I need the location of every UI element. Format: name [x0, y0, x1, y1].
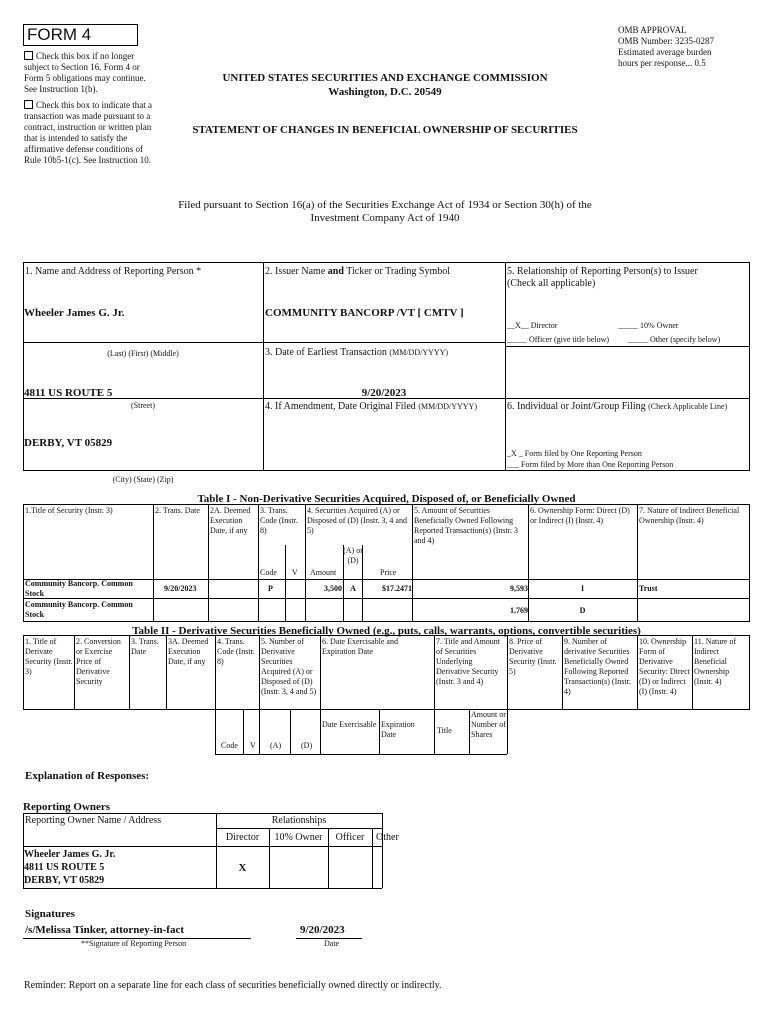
issuer-label-b: Ticker or Trading Symbol	[346, 266, 451, 277]
owners-col-other: Other	[376, 832, 399, 843]
t1-sub-amount: Amount	[310, 568, 337, 577]
t1-sub-code: Code	[260, 568, 277, 577]
street-caption: (Street)	[131, 401, 155, 410]
owner-street: 4811 US ROUTE 5	[24, 862, 105, 873]
other-option-label: Other (specify below)	[650, 335, 721, 344]
earliest-date-label	[265, 347, 503, 359]
amendment-label-text: 4. If Amendment, Date Original Filed	[265, 401, 416, 412]
t1-h-ownership-form: 6. Ownership Form: Direct (D) or Indirect (I) (Instr. 4)	[530, 506, 630, 525]
t1-h-date: 2. Trans. Date	[155, 506, 200, 515]
t2-sub-date-exercisable: Date Exercisable	[322, 720, 377, 729]
t1-r1-price: $17.2471	[382, 584, 412, 593]
statement-title: STATEMENT OF CHANGES IN BENEFICIAL OWNERSHIP OF SECURITIES	[192, 124, 578, 136]
table2-title: Table II - Derivative Securities Beneficially Owned (e.g., puts, calls, warrants, options, convertible securities)	[132, 625, 641, 637]
relationship-label-sub: (Check all applicable)	[507, 278, 596, 289]
t1-r1-a-or-d: A	[350, 584, 356, 593]
t1-h-code: 3. Trans. Code (Instr. 8)	[260, 506, 298, 535]
signature-caption: **Signature of Reporting Person	[81, 939, 187, 948]
t2-h-nature: 11. Nature of Indirect Beneficial Ownership (Instr. 4)	[694, 637, 737, 686]
reminder-text: Reminder: Report on a separate line for each class of securities beneficially owned directly or indirectly.	[24, 980, 442, 991]
owner-name: Wheeler James G. Jr.	[24, 849, 116, 860]
t1-r2-form: D	[579, 606, 586, 615]
t1-h-deemed: 2A. Deemed Execution Date, if any	[210, 506, 251, 535]
name-address-footnote-mark: *	[196, 266, 202, 277]
t2-sub-expiration: Expiration Date	[381, 720, 415, 739]
filed-pursuant-line-1: Filed pursuant to Section 16(a) of the Securities Exchange Act of 1934 or Section 30(h) of the	[178, 199, 592, 211]
omb-approval	[618, 25, 748, 69]
issuer-label-a: 2. Issuer Name	[265, 266, 326, 277]
t1-r2-title: Community Bancorp. Common Stock	[25, 600, 133, 619]
form-title: FORM 4	[23, 24, 138, 46]
t2-h-code: 4. Trans. Code (Instr. 8)	[217, 637, 255, 666]
omb-line-3: Estimated average burden	[618, 47, 712, 57]
t2-h-title: 1. Title of Derivate Security (Instr. 3)	[25, 637, 73, 676]
issuer-label	[265, 266, 503, 278]
t2-sub-d: (D)	[301, 741, 313, 750]
t1-h-title: 1.Title of Security (Instr. 3)	[25, 506, 113, 515]
agency-location: Washington, D.C. 20549	[328, 86, 442, 98]
relationship-label	[507, 266, 747, 290]
t1-r2-owned: 1,769	[510, 606, 528, 615]
t2-sub-code: Code	[221, 741, 238, 750]
t1-r1-form: I	[580, 584, 585, 593]
reporting-grid	[23, 262, 750, 471]
signatures-label: Signatures	[25, 908, 75, 920]
table1-title: Table I - Non-Derivative Securities Acquired, Disposed of, or Beneficially Owned	[197, 493, 576, 505]
t2-h-price: 8. Price of Derivative Security (Instr. 5)	[509, 637, 557, 676]
filing-multiple-persons-option[interactable]	[507, 460, 673, 470]
no-longer-subject-text: Check this box if no longer subject to Section 16. Form 4 or Form 5 obligations may continue. See Instruction 1(b).	[24, 51, 146, 94]
t2-sub-a: (A)	[270, 741, 282, 750]
earliest-date-label-text: 3. Date of Earliest Transaction	[265, 347, 387, 358]
relationship-label-text: 5. Relationship of Reporting Person(s) to Issuer	[507, 266, 698, 277]
rule-10b5-text: Check this box to indicate that a transaction was made pursuant to a contract, instruction or written plan that is intended to satisfy the affirmative defense conditions of Rule 10b5-1(c). See Instruction 10.	[24, 100, 152, 165]
t2-h-ownership-form: 10. Ownership Form of Derivative Security: Direct (D) or Indirect (I) (Instr. 4)	[639, 637, 690, 696]
officer-option[interactable]	[507, 335, 609, 345]
t1-sub-a-or-d: (A) or (D)	[343, 546, 363, 565]
rule-10b5-checkbox[interactable]	[24, 100, 33, 109]
agency-name: UNITED STATES SECURITIES AND EXCHANGE COMMISSION	[222, 72, 548, 84]
checkbox-10b5-block	[24, 100, 154, 166]
t2-h-underlying: 7. Title and Amount of Securities Underlying Derivative Security (Instr. 3 and 4)	[436, 637, 501, 686]
reporting-person-street: 4811 US ROUTE 5	[24, 387, 113, 399]
signature-date: 9/20/2023	[300, 924, 345, 936]
t1-h-owned: 5. Amount of Securities Beneficially Owned Following Reported Transaction(s) (Instr. 3 and 4)	[414, 506, 518, 545]
explanation-label: Explanation of Responses:	[25, 770, 150, 782]
group-filing-label-text: 6. Individual or Joint/Group Filing	[507, 401, 646, 412]
name-address-label	[25, 266, 260, 278]
t2-sub-amount: Amount or Number of Shares	[471, 710, 506, 739]
filing-one-mark: _X _	[507, 449, 523, 458]
group-filing-label	[507, 401, 747, 413]
t2-h-exercisable: 6. Date Exercisable and Expiration Date	[322, 637, 398, 656]
reporting-owners-label: Reporting Owners	[23, 801, 111, 813]
other-option[interactable]	[628, 335, 720, 345]
director-option[interactable]	[507, 321, 557, 331]
t1-h-nature: 7. Nature of Indirect Beneficial Ownership (Instr. 4)	[639, 506, 740, 525]
ten-percent-mark: _____	[618, 321, 638, 330]
other-mark: _____	[628, 335, 648, 344]
filing-multiple-label: Form filed by More than One Reporting Person	[521, 460, 674, 469]
earliest-date-format: (MM/DD/YYYY)	[389, 348, 449, 357]
t1-sub-v: V	[292, 568, 298, 577]
director-option-label: Director	[530, 321, 558, 330]
owners-col-name: Reporting Owner Name / Address	[25, 815, 162, 826]
reporting-person-city: DERBY, VT 05829	[24, 437, 113, 449]
city-caption: (City) (State) (Zip)	[112, 475, 174, 484]
owners-col-ten-percent: 10% Owner	[274, 832, 323, 843]
t2-h-owned: 9. Number of derivative Securities Beneficially Owned Following Reported Transaction(s) (Instr. 4)	[564, 637, 631, 696]
officer-mark: _____	[507, 335, 527, 344]
t1-r1-date: 9/20/2023	[164, 584, 197, 593]
officer-option-label: Officer (give title below)	[529, 335, 610, 344]
t1-h-securities: 4. Securities Acquired (A) or Disposed of (D) (Instr. 3, 4 and 5)	[307, 506, 407, 535]
omb-line-4: hours per response... 0.5	[618, 58, 706, 68]
omb-line-2: OMB Number: 3235-0287	[618, 36, 714, 46]
ten-percent-owner-option[interactable]	[618, 321, 678, 331]
t1-sub-price: Price	[380, 568, 397, 577]
t1-r1-amount: 3,500	[324, 584, 342, 593]
filing-one-label: Form filed by One Reporting Person	[524, 449, 642, 458]
t2-h-conversion: 2. Conversion or Exercise Price of Derivative Security	[76, 637, 121, 686]
name-caption: (Last) (First) (Middle)	[107, 349, 179, 358]
omb-line-1: OMB APPROVAL	[618, 25, 687, 35]
group-filing-label-sub: (Check Applicable Line)	[648, 402, 728, 411]
filed-pursuant-line-2: Investment Company Act of 1940	[310, 212, 460, 224]
amendment-date-format: (MM/DD/YYYY)	[418, 402, 477, 411]
t2-sub-title: Title	[437, 726, 452, 735]
checkbox-no-longer-subject-block	[24, 51, 154, 95]
amendment-label	[265, 401, 505, 413]
t2-h-number: 5. Number of Derivative Securities Acquired (A) or Disposed of (D) (Instr. 3, 4 and 5)	[261, 637, 317, 696]
t1-r1-owned: 9,593	[510, 584, 528, 593]
owners-col-officer: Officer	[335, 832, 365, 843]
issuer-label-and: and	[327, 266, 344, 277]
owners-col-relationships: Relationships	[271, 815, 327, 826]
filing-multiple-mark: ___	[507, 460, 519, 469]
director-mark: __X__	[507, 321, 529, 330]
owner-director-mark: X	[238, 862, 247, 874]
owner-city: DERBY, VT 05829	[24, 875, 105, 886]
earliest-transaction-date: 9/20/2023	[361, 387, 407, 399]
t1-r1-code: P	[268, 584, 273, 593]
issuer-name: COMMUNITY BANCORP /VT [ CMTV ]	[265, 307, 464, 319]
t2-h-date: 3. Trans. Date	[131, 637, 159, 656]
signature-date-caption: Date	[324, 939, 340, 948]
filing-one-person-option[interactable]	[507, 449, 642, 459]
reporting-person-name: Wheeler James G. Jr.	[24, 307, 125, 319]
ten-percent-option-label: 10% Owner	[640, 321, 679, 330]
owners-col-director: Director	[225, 832, 260, 843]
no-longer-subject-checkbox[interactable]	[24, 51, 33, 60]
t1-r1-title: Community Bancorp. Common Stock	[25, 579, 133, 598]
name-address-label-text: 1. Name and Address of Reporting Person	[25, 266, 194, 277]
t2-sub-v: V	[250, 741, 256, 750]
t2-h-deemed: 3A. Deemed Execution Date, if any	[168, 637, 209, 666]
t1-r1-nature: Trust	[639, 584, 658, 593]
signer-name: /s/Melissa Tinker, attorney-in-fact	[25, 924, 184, 936]
